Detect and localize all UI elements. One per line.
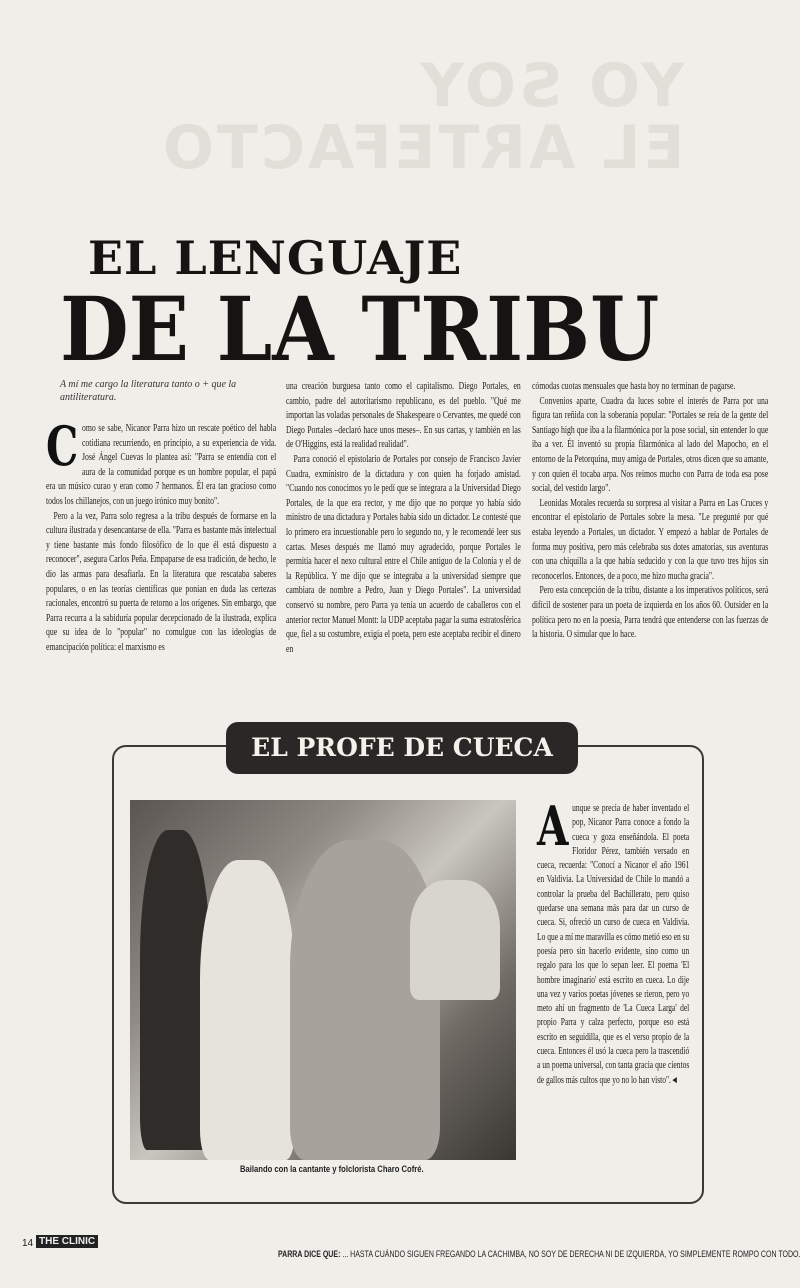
paragraph: Pero esta concepción de la tribu, distante a los imperativos políticos, será difícil de sostener para un poeta de izquierda en los años 60. Outsider en la política pero no en la poesía, Parra tendrá que entenderse con las fuerzas de la historia. O simular que lo hace. [532,585,769,641]
quote-label: PARRA DICE QUE: [278,1249,341,1259]
photo-dancing [130,800,516,1160]
bleed-through-decoration: YO SOY EL ARTEFACTO [160,51,685,183]
headline-line2: DE LA TRIBU [60,277,660,381]
paragraph: Pero a la vez, Parra solo regresa a la tribu después de formarse en la cultura ilustrada y desencantarse de ella. "Parra es bastante más intelectual y tiene bastante más fondo filosófico de lo que él está dispuesto a reconocer", asegura Carlos Peña. Empaparse de esa tradición, de hecho, le dio las armas para desafiarla. En la literatura que rescataba saberes populares, o en las teorías científicas que ponían en duda las certezas racionales, encontró su puerta de retorno a los orígenes. Sin embargo, que Parra recurra a la sabiduría popular decepcionado de la ilustrada, explica que su idea de lo "popular" no comulgue con las ideologías de emancipación política: el marxismo es [46,510,277,653]
paragraph: una creación burguesa tanto como el capitalismo. Diego Portales, en cambio, padre del autoritarismo republicano, es del pueblo. "Qué me importan las voladas personales de Shakespeare o Cervantes, me quedé con Diego Portales –declaró hace unos meses–. En sus cartas, y también en las de O'Higgins, está la realidad realidad". [286,381,521,451]
sidebar-title: EL PROFE DE CUECA [226,722,578,774]
headline-line1: EL LENGUAJE [88,231,463,285]
drop-cap: A [537,794,569,858]
magazine-logo: THE CLINIC [36,1235,98,1248]
footer-quote [278,1249,800,1259]
page-number: 14 [22,1238,34,1249]
article-column-3 [532,380,768,643]
paragraph: cómodas cuotas mensuales que hasta hoy no terminan de pagarse. [532,381,736,392]
quote-text: ... HASTA CUÁNDO SIGUEN FREGANDO LA CACHIMBA, NO SOY DE DERECHA NI DE IZQUIERDA, YO SIMPLEMENTE ROMPO CON TODO. [342,1249,800,1259]
sidebar-text [537,794,690,1088]
epigraph: A mí me cargo la literatura tanto o + que la antiliteratura. [60,379,237,403]
paragraph: Convenios aparte, Cuadra da luces sobre el interés de Parra por una figura tan reñida con la soberanía popular: "Portales se reía de la gente del Santiago high que iba a la filarmónica por la pose social, sin entender lo que iba a ver. Él inventó su propia filarmónica al lado del Mapocho, en el entorno de la Petorquina, muy amiga de Portales, otros dicen que su amante, y con quien él tocaba arpa. Nos reímos mucho con Parra de toda esa pose social, del vestido largo". [532,395,769,495]
end-mark-icon: ◄ [670,1074,679,1086]
paragraph: Parra conoció el epistolario de Portales por consejo de Francisco Javier Cuadra, exministro de la dictadura y con quien ha forjado amistad. "Cuando nos conocimos yo le pedí que se integrara a la Universidad Diego Portales, de la que era rector, y me dijo que no porque yo había sido ministro de una dictadura y Portales había sido un dictador. Le contesté que lo primero era incuestionable pero lo segundo no, y le recomendé leer sus cartas. Meses después me llamó muy agradecido, porque Portales le permitía hacer el nexo cultural entre el Chile antiguo de la Colonia y el de la República. Y me dijo que se integraba a la universidad siempre que cambiara de nombre a Pedro, Juan y Diego Portales". La universidad conservó su nombre, pero Parra ya tenía un acuerdo de caballeros con el anterior rector Manuel Montt: la UDP aceptaba pagar la suma estratosférica que, fiel a su costumbre, exigía el poeta, pero este aceptaba recibir el dinero en [286,453,521,655]
drop-cap: C [46,414,79,478]
paragraph: omo se sabe, Nicanor Parra hizo un rescate poético del habla cotidiana recurriendo, en principio, a su experiencia de vida. José Ángel Cuevas lo plantea así: "Parra se entendía con el aura de la comunidad porque es un hombre popular, el papá era un músico curao y eran como 7 hermanos. Él era tan gracioso como todos los chillanejos, con un juego irónico muy bonito". [46,423,277,507]
article-column-2 [286,380,521,657]
paragraph: unque se precia de haber inventado el pop, Nicanor Parra conoce a fondo la cueca y goza enseñándola. El poeta Floridor Pérez, también versado en cueca, recuerda: "Conocí a Nicanor el año 1961 en Valdivia. La Universidad de Chile lo mandó a controlar la prueba del Bachillerato, pero quiso quedarse una semana más para dar un curso de cueca. Sí, ofreció un curso de cueca en Valdivia. Lo que a mí me maravilla es cómo metió eso en su poesía pero sin hacerlo evidente, sino como un regalo para los que lo sepan leer. El poema 'El hombre imaginario' está escrito en cueca. Lo dije una vez y varios poetas jóvenes se rieron, pero yo meto ahí un fragmento de 'La Cueca Larga' del propio Parra y calza perfecto, porque eso está escrito en seguidilla, que es el verso propio de la cueca. Entonces él usó la cueca pero la trascendió a un poema universal, con tanta gracia que cientos de gallos más cultos que yo no lo han visto". [537,803,690,1086]
article-column-1 [46,414,277,656]
paragraph: Leonidas Morales recuerda su sorpresa al visitar a Parra en Las Cruces y encontrar el epistolario de Portales sobre la mesa. "Le pregunté por qué estaba leyendo a Portales, un dictador. Y empezó a hablar de Portales de forma muy positiva, pero más celebraba sus dotes amatorias, sus aventuras con una chiquilla a la que había seducido y con la que tuvo tres hijos sin reconocerlos. Entonces, de a poco, me hizo mucha gracia". [532,497,769,582]
photo-caption: Bailando con la cantante y folclorista Charo Cofré. [240,1164,424,1174]
